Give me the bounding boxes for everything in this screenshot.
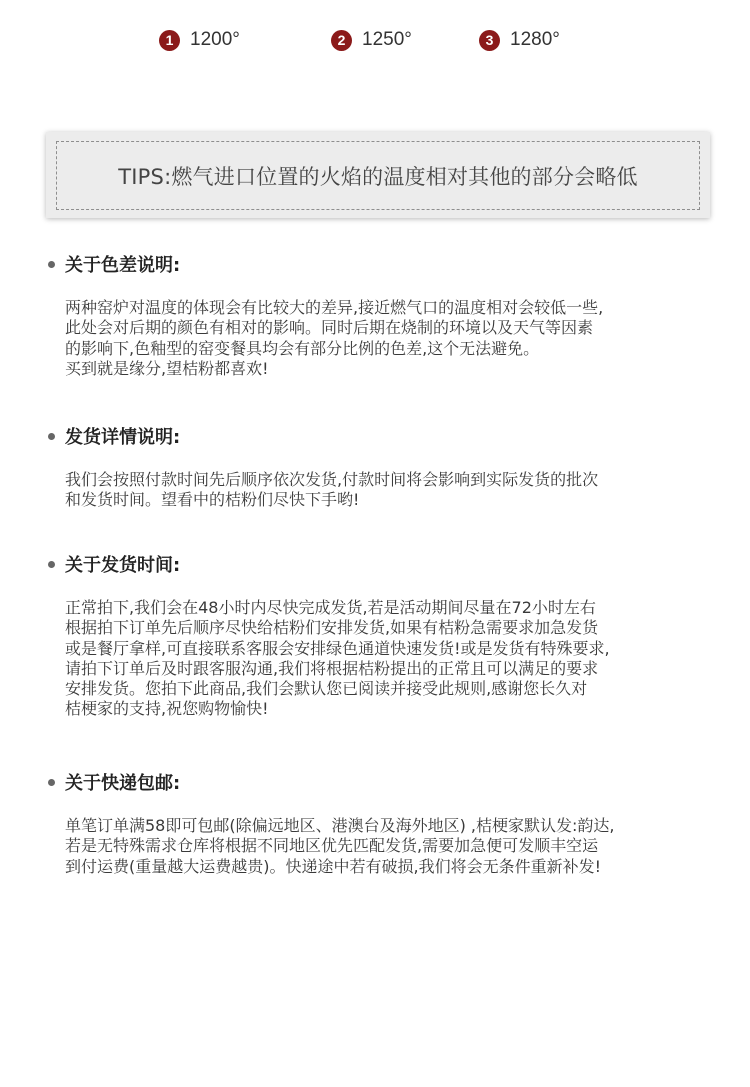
temperature-item-3 [479, 27, 560, 53]
temperature-value: 1250° [362, 29, 412, 50]
body-line: 单笔订单满58即可包邮(除偏远地区、港澳台及海外地区) ,桔梗家默认发:韵达, [65, 816, 615, 835]
tips-box [46, 132, 710, 218]
section-body [65, 470, 705, 511]
section-body [65, 298, 705, 379]
number-badge: 2 [331, 30, 352, 51]
section-shipping-details [48, 424, 708, 511]
body-line: 安排发货。您拍下此商品,我们会默认您已阅读并接受此规则,感谢您长久对 [65, 679, 588, 699]
temperature-row [0, 27, 750, 55]
body-line: 正常拍下,我们会在48小时内尽快完成发货,若是活动期间尽量在72小时左右 [65, 598, 596, 617]
temperature-item-1 [159, 27, 240, 53]
section-header [48, 552, 708, 576]
number-badge: 1 [159, 30, 180, 51]
section-body [65, 598, 705, 720]
section-title: 发货详情说明: [65, 427, 181, 448]
number-badge: 3 [479, 30, 500, 51]
body-line: 买到就是缘分,望桔粉都喜欢! [65, 358, 269, 378]
body-line: 两种窑炉对温度的体现会有比较大的差异,接近燃气口的温度相对会较低一些, [65, 298, 604, 317]
tips-dashed-frame [56, 141, 700, 210]
bullet-dot-icon [48, 779, 55, 786]
section-title: 关于快递包邮: [65, 773, 181, 794]
section-color-difference [48, 252, 708, 379]
body-line: 根据拍下订单先后顺序尽快给桔粉们安排发货,如果有桔粉急需要求加急发货 [65, 618, 599, 638]
section-header [48, 252, 708, 276]
bullet-dot-icon [48, 561, 55, 568]
body-line: 到付运费(重量越大运费越贵)。快递途中若有破损,我们将会无条件重新补发! [65, 856, 601, 876]
temperature-value: 1200° [190, 29, 240, 50]
section-title: 关于发货时间: [65, 555, 181, 576]
section-shipping-time [48, 552, 708, 720]
body-line: 我们会按照付款时间先后顺序依次发货,付款时间将会影响到实际发货的批次 [65, 470, 599, 489]
tips-text: TIPS:燃气进口位置的火焰的温度相对其他的部分会略低 [118, 164, 638, 189]
body-line: 请拍下订单后及时跟客服沟通,我们将根据桔粉提出的正常且可以满足的要求 [65, 658, 599, 678]
temperature-value: 1280° [510, 29, 560, 50]
bullet-dot-icon [48, 433, 55, 440]
section-title: 关于色差说明: [65, 255, 181, 276]
section-body [65, 816, 705, 877]
body-line: 此处会对后期的颜色有相对的影响。同时后期在烧制的环境以及天气等因素 [65, 318, 594, 338]
section-free-shipping [48, 770, 708, 877]
body-line: 和发货时间。望看中的桔粉们尽快下手哟! [65, 490, 360, 510]
body-line: 的影响下,色釉型的窑变餐具均会有部分比例的色差,这个无法避免。 [65, 338, 540, 358]
body-line: 若是无特殊需求仓库将根据不同地区优先匹配发货,需要加急便可发顺丰空运 [65, 836, 599, 856]
section-header [48, 424, 708, 448]
body-line: 桔梗家的支持,祝您购物愉快! [65, 699, 269, 719]
temperature-item-2 [331, 27, 412, 53]
bullet-dot-icon [48, 261, 55, 268]
section-header [48, 770, 708, 794]
body-line: 或是餐厅拿样,可直接联系客服会安排绿色通道快速发货!或是发货有特殊要求, [65, 638, 610, 658]
